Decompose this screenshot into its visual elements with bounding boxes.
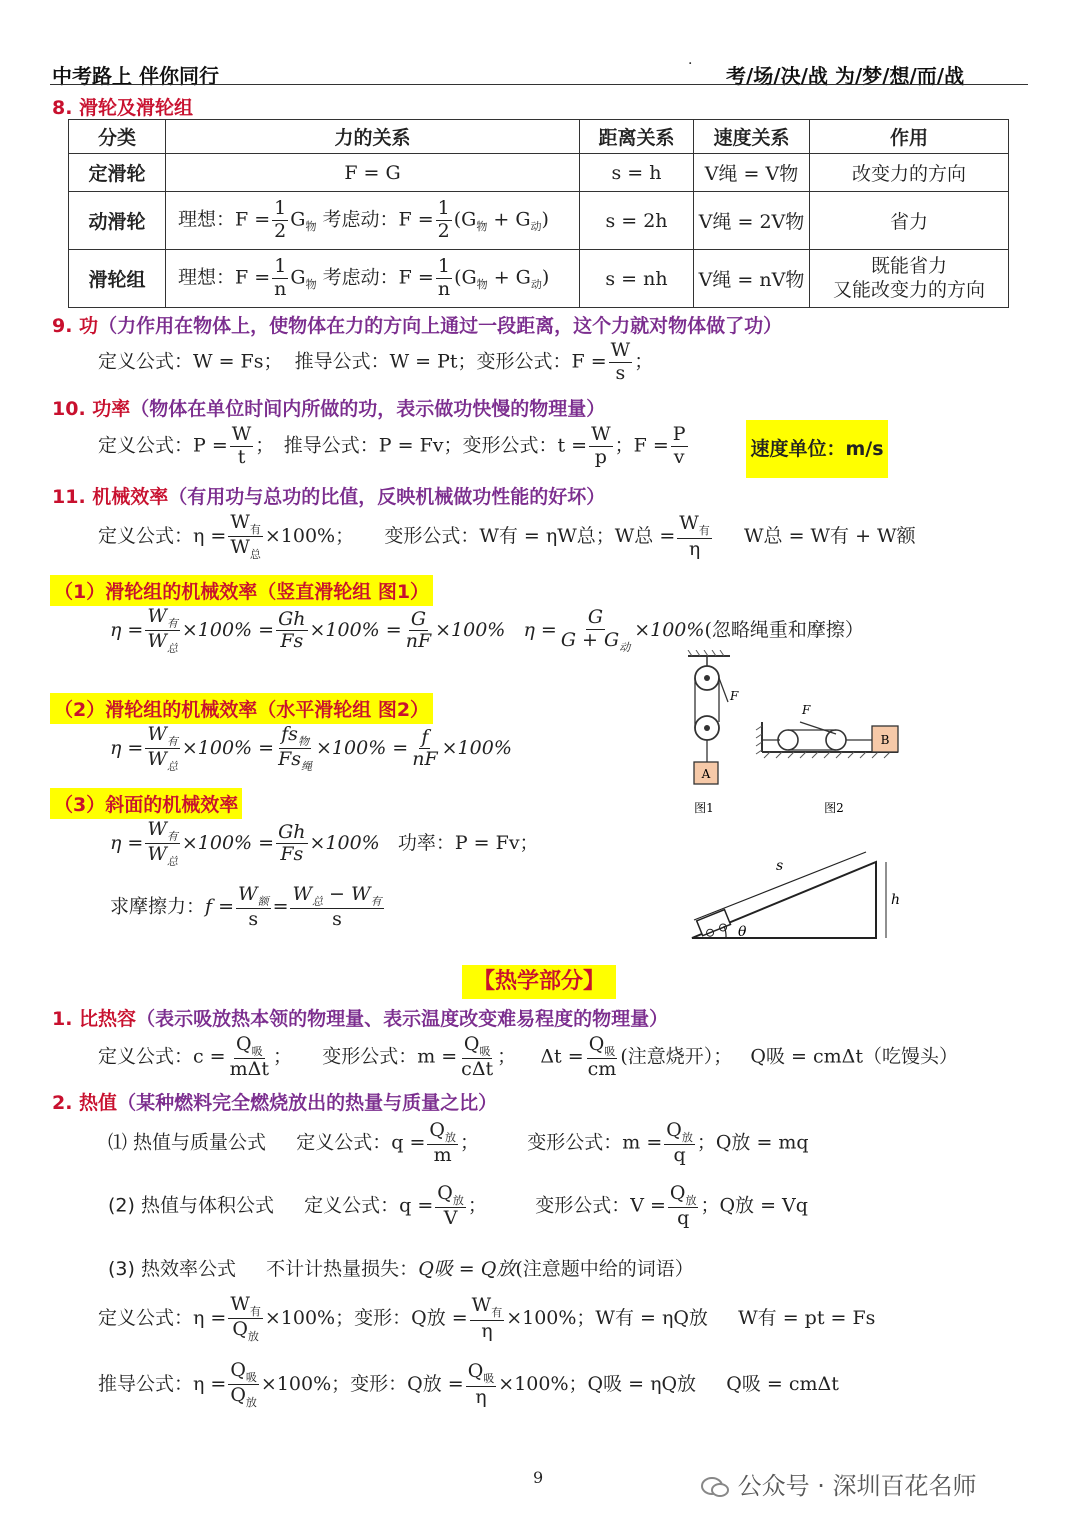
svg-text:F: F — [730, 689, 739, 703]
incline-figure — [686, 848, 916, 948]
cell-force: 理想：F = $\frac{1}{2}$ $G_物$ 考虑动：F = $\frac{1}{2}$ $(G_物 + G_动)$ — [166, 192, 580, 250]
cell-dist: s = nh — [580, 250, 694, 308]
section-9-title: 9. 功（力作用在物体上，使物体在力的方向上通过一段距离，这个力就对物体做了功） — [52, 315, 783, 337]
section-10-title: 10. 功率（物体在单位时间内所做的功，表示做功快慢的物理量） — [52, 398, 606, 420]
th-speed: 速度关系 — [694, 120, 810, 154]
svg-text:s: s — [776, 858, 784, 874]
subsection-2-title: （2）滑轮组的机械效率（水平滑轮组 图2） — [50, 693, 433, 724]
watermark: 公众号 · 深圳百花名师 — [700, 1466, 977, 1501]
cell-use: 既能省力 又能改变力的方向 — [810, 250, 1009, 308]
heat-efficiency-title: (3) 热效率公式 不计计热量损失：Q吸 = Q放(注意题中给的词语） — [108, 1258, 694, 1280]
cell-dist: s = h — [580, 154, 694, 192]
page-number: 9 — [533, 1468, 544, 1487]
incline-eff: η = $\frac{W_有}{W_总}$ ×100% = $\frac{Gh}{Fs}$ ×100% 功率：P = Fv； — [110, 818, 539, 869]
header-dot: · — [688, 56, 693, 72]
section-8-title: 8. 滑轮及滑轮组 — [52, 97, 194, 119]
table-row — [69, 250, 1009, 308]
heat-efficiency-derived: 推导公式：η = $\frac{Q_吸}{Q_放}$ ×100%；变形：Q放 = $\frac{Q_吸}{\eta}$ ×100%；Q吸 = ηQ放 Q吸 = cmΔt — [98, 1359, 839, 1410]
subsection-3-title: （3）斜面的机械效率 — [50, 788, 242, 819]
heat-value-mass: ⑴ 热值与质量公式 定义公式：q = $\frac{Q_放}{m}$ ； 变形公式：m = $\frac{Q_放}{q}$ ；Q放 = mq — [108, 1119, 809, 1167]
speed-unit-highlight: 速度单位：m/s — [746, 420, 888, 478]
svg-text:h: h — [891, 892, 901, 908]
thermal-1-title: 1. 比热容（表示吸放热本领的物理量、表示温度改变难易程度的物理量） — [52, 1008, 669, 1030]
fig1-label: 图1 — [694, 801, 714, 815]
efficiency-formulas: 定义公式：η = $\frac{W_有}{W_总}$ ×100%； 变形公式：W有 = ηW总；W总 = $\frac{W_有}{\eta}$ W总 = W有 + W额 — [98, 511, 916, 562]
cell-use: 改变力的方向 — [810, 154, 1009, 192]
th-category: 分类 — [69, 120, 166, 154]
thermal-section-title: 【热学部分】 — [462, 965, 616, 999]
vertical-pulley-eff: η = $\frac{W_有}{W_总}$ ×100% = $\frac{Gh}{Fs}$ ×100% = $\frac{G}{nF}$ ×100% η = $\frac{G}{G + G_动}$ ×100%(忽略绳重和摩擦） — [110, 605, 864, 656]
svg-text:B: B — [880, 733, 890, 747]
cell-force: 理想：F = $\frac{1}{n}$ $G_物$ 考虑动：F = $\frac{1}{n}$ $(G_物 + G_动)$ — [166, 250, 580, 308]
table-header-row — [69, 120, 1009, 154]
svg-text:A: A — [701, 767, 711, 781]
cell-name: 滑轮组 — [69, 250, 166, 308]
cell-dist: s = 2h — [580, 192, 694, 250]
thermal-2-title: 2. 热值（某种燃料完全燃烧放出的热量与质量之比） — [52, 1092, 498, 1114]
section-11-title: 11. 机械效率（有用功与总功的比值，反映机械做功性能的好坏） — [52, 486, 606, 508]
th-use: 作用 — [810, 120, 1009, 154]
heat-capacity-formulas: 定义公式：c = $\frac{Q_吸}{\text{mΔt}}$ ； 变形公式：m = $\frac{Q_吸}{\text{cΔt}}$ ； Δt = $\frac{Q_吸}{cm}$ (注意烧开）； Q吸 = cmΔt（吃馒头） — [98, 1033, 958, 1081]
cell-name: 动滑轮 — [69, 192, 166, 250]
cell-force: F = G — [166, 154, 580, 192]
subsection-1-title: （1）滑轮组的机械效率（竖直滑轮组 图1） — [50, 575, 433, 606]
fig2-label: 图2 — [824, 801, 844, 815]
heat-efficiency-def: 定义公式：η = $\frac{W_有}{Q_放}$ ×100%；变形：Q放 = $\frac{W_有}{\eta}$ ×100%；W有 = ηQ放 W有 = pt = Fs — [98, 1293, 876, 1344]
cell-speed: V绳 = V物 — [694, 154, 810, 192]
friction-formula: 求摩擦力：f = $\frac{W_额}{s}$ = $\frac{W_总 - W_有}{s}$ — [110, 883, 382, 931]
table-row — [69, 192, 1009, 250]
th-force: 力的关系 — [166, 120, 580, 154]
cell-use: 省力 — [810, 192, 1009, 250]
svg-text:θ: θ — [738, 924, 747, 940]
header-left: 中考路上 伴你同行 — [52, 64, 219, 88]
cell-name: 定滑轮 — [69, 154, 166, 192]
wechat-icon — [700, 1475, 730, 1499]
pulley-table — [68, 119, 1009, 308]
th-distance: 距离关系 — [580, 120, 694, 154]
svg-text:F: F — [802, 703, 811, 717]
power-formulas: 定义公式：P = $\frac{W}{t}$ ； 推导公式：P = Fv；变形公式：t = $\frac{W}{p}$ ；F = $\frac{P}{v}$ — [98, 423, 686, 468]
horizontal-pulley-eff: η = $\frac{W_有}{W_总}$ ×100% = $\frac{fs_物}{Fs_绳}$ ×100% = $\frac{f}{nF}$ ×100% — [110, 723, 512, 774]
work-formulas: 定义公式：W = Fs； 推导公式：W = Pt；变形公式：F = $\frac{W}{s}$ ； — [98, 339, 654, 384]
header-rule — [50, 84, 1028, 85]
cell-speed: V绳 = 2V物 — [694, 192, 810, 250]
table-row — [69, 154, 1009, 192]
pulley-figures — [670, 650, 910, 820]
header-right: 考/场/决/战 为/梦/想/而/战 — [726, 64, 965, 88]
heat-value-volume: (2) 热值与体积公式 定义公式：q = $\frac{Q_放}{V}$ ； 变形公式：V = $\frac{Q_放}{q}$ ；Q放 = Vq — [108, 1182, 808, 1230]
cell-speed: V绳 = nV物 — [694, 250, 810, 308]
